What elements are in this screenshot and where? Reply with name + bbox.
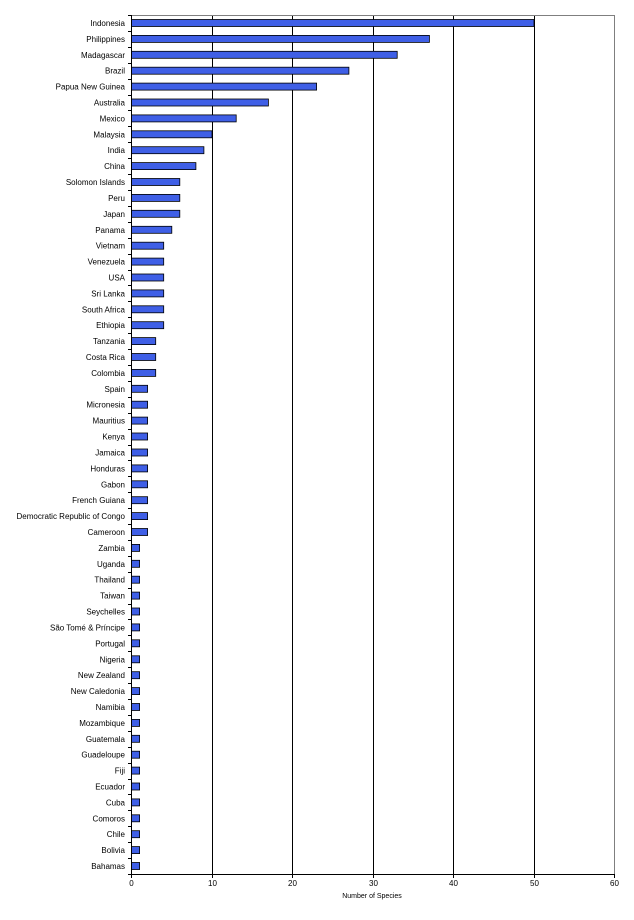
bars bbox=[132, 20, 535, 870]
category-label: Ethiopia bbox=[96, 321, 125, 331]
x-tick-label: 0 bbox=[129, 879, 134, 888]
category-label: Democratic Republic of Congo bbox=[16, 512, 125, 522]
category-label: Namibia bbox=[95, 703, 125, 712]
category-label: São Tomé & Príncipe bbox=[49, 623, 125, 633]
bar-30 bbox=[132, 497, 148, 504]
bar-17 bbox=[132, 290, 164, 297]
bar-52 bbox=[132, 847, 140, 854]
category-label: Guadeloupe bbox=[81, 750, 125, 760]
x-tick-label: 60 bbox=[610, 879, 619, 888]
category-label: Peru bbox=[108, 193, 125, 203]
bar-16 bbox=[132, 274, 164, 281]
category-label: India bbox=[107, 146, 125, 156]
bar-35 bbox=[132, 576, 140, 583]
category-label: Tanzania bbox=[92, 337, 125, 347]
category-label: Australia bbox=[93, 98, 125, 108]
bar-44 bbox=[132, 719, 140, 726]
category-label: French Guiana bbox=[72, 496, 125, 506]
x-tick-label: 30 bbox=[369, 879, 378, 888]
category-label: Bahamas bbox=[91, 862, 125, 871]
bar-20 bbox=[132, 338, 156, 345]
bar-9 bbox=[132, 163, 196, 170]
bar-51 bbox=[132, 831, 140, 838]
category-label: New Caledonia bbox=[70, 687, 125, 697]
bar-2 bbox=[132, 51, 398, 58]
bar-0 bbox=[132, 20, 535, 27]
bar-47 bbox=[132, 767, 140, 774]
bar-22 bbox=[132, 369, 156, 376]
bar-10 bbox=[132, 179, 180, 186]
x-tick-label: 20 bbox=[288, 879, 297, 888]
bar-6 bbox=[132, 115, 237, 122]
bar-33 bbox=[132, 544, 140, 551]
category-label: Chile bbox=[106, 830, 125, 840]
category-label: Papua New Guinea bbox=[55, 82, 125, 92]
bar-7 bbox=[132, 131, 213, 138]
category-label: Indonesia bbox=[90, 19, 125, 28]
bar-49 bbox=[132, 799, 140, 806]
bar-25 bbox=[132, 417, 148, 424]
x-axis-title: Number of Species bbox=[342, 893, 402, 900]
category-label: South Africa bbox=[81, 305, 125, 315]
category-label: Nigeria bbox=[99, 655, 125, 665]
category-label: Kenya bbox=[102, 432, 125, 442]
category-label: Uganda bbox=[96, 559, 125, 569]
category-label: Japan bbox=[103, 209, 125, 219]
category-label: Venezuela bbox=[87, 257, 125, 267]
x-tick-label: 10 bbox=[208, 879, 217, 888]
bar-29 bbox=[132, 481, 148, 488]
category-label: Zambia bbox=[98, 543, 125, 553]
bar-40 bbox=[132, 656, 140, 663]
category-labels bbox=[17, 19, 126, 871]
category-label: Spain bbox=[104, 384, 125, 394]
x-tick-label: 40 bbox=[449, 879, 458, 888]
bar-23 bbox=[132, 385, 148, 392]
category-label: Ecuador bbox=[95, 782, 125, 792]
category-label: Vietnam bbox=[95, 241, 125, 251]
bar-12 bbox=[132, 210, 180, 217]
bar-14 bbox=[132, 242, 164, 249]
category-label: Guatemala bbox=[85, 734, 125, 744]
bar-27 bbox=[132, 449, 148, 456]
category-label: Malaysia bbox=[93, 130, 125, 140]
gridlines bbox=[213, 15, 615, 874]
category-label: Madagascar bbox=[80, 50, 125, 60]
bar-31 bbox=[132, 513, 148, 520]
category-label: Costa Rica bbox=[85, 353, 125, 362]
category-label: Cuba bbox=[105, 798, 125, 808]
bar-48 bbox=[132, 783, 140, 790]
bar-11 bbox=[132, 194, 180, 201]
category-label: Brazil bbox=[104, 66, 125, 76]
bar-5 bbox=[132, 99, 269, 106]
bar-19 bbox=[132, 322, 164, 329]
bar-34 bbox=[132, 560, 140, 567]
x-tick-label: 50 bbox=[530, 879, 539, 888]
category-label: Sri Lanka bbox=[91, 289, 125, 299]
category-label: Mauritius bbox=[92, 416, 125, 426]
bar-13 bbox=[132, 226, 172, 233]
category-label: China bbox=[104, 162, 125, 172]
category-label: Jamaica bbox=[95, 448, 125, 458]
bar-15 bbox=[132, 258, 164, 265]
category-label: Comoros bbox=[92, 814, 125, 824]
category-label: Panama bbox=[95, 225, 125, 235]
category-label: Micronesia bbox=[86, 400, 125, 410]
bar-18 bbox=[132, 306, 164, 313]
bar-24 bbox=[132, 401, 148, 408]
category-label: USA bbox=[108, 273, 125, 283]
category-label: Fiji bbox=[114, 766, 125, 776]
bar-3 bbox=[132, 67, 349, 74]
category-label: Seychelles bbox=[86, 607, 125, 617]
category-label: New Zealand bbox=[77, 671, 125, 681]
bar-26 bbox=[132, 433, 148, 440]
bar-4 bbox=[132, 83, 317, 90]
bar-36 bbox=[132, 592, 140, 599]
category-label: Bolivia bbox=[101, 846, 125, 856]
category-label: Solomon Islands bbox=[65, 178, 125, 187]
bar-42 bbox=[132, 688, 140, 695]
bar-43 bbox=[132, 704, 140, 711]
category-label: Honduras bbox=[90, 464, 125, 474]
category-label: Mozambique bbox=[79, 718, 125, 728]
bar-50 bbox=[132, 815, 140, 822]
category-label: Thailand bbox=[94, 575, 125, 585]
bar-28 bbox=[132, 465, 148, 472]
category-label: Taiwan bbox=[100, 591, 125, 601]
bar-38 bbox=[132, 624, 140, 631]
category-label: Cameroon bbox=[87, 528, 125, 537]
bar-32 bbox=[132, 529, 148, 536]
category-label: Gabon bbox=[100, 480, 125, 490]
category-label: Mexico bbox=[99, 114, 125, 124]
bar-37 bbox=[132, 608, 140, 615]
bar-45 bbox=[132, 735, 140, 742]
category-label: Colombia bbox=[91, 368, 125, 378]
bar-53 bbox=[132, 863, 140, 870]
bar-41 bbox=[132, 672, 140, 679]
bar-39 bbox=[132, 640, 140, 647]
bar-46 bbox=[132, 751, 140, 758]
category-label: Philippines bbox=[86, 34, 125, 44]
axes bbox=[128, 15, 615, 878]
bar-1 bbox=[132, 35, 430, 42]
bar-21 bbox=[132, 354, 156, 361]
tick-labels bbox=[129, 879, 619, 888]
bar-8 bbox=[132, 147, 204, 154]
category-label: Portugal bbox=[95, 639, 125, 649]
